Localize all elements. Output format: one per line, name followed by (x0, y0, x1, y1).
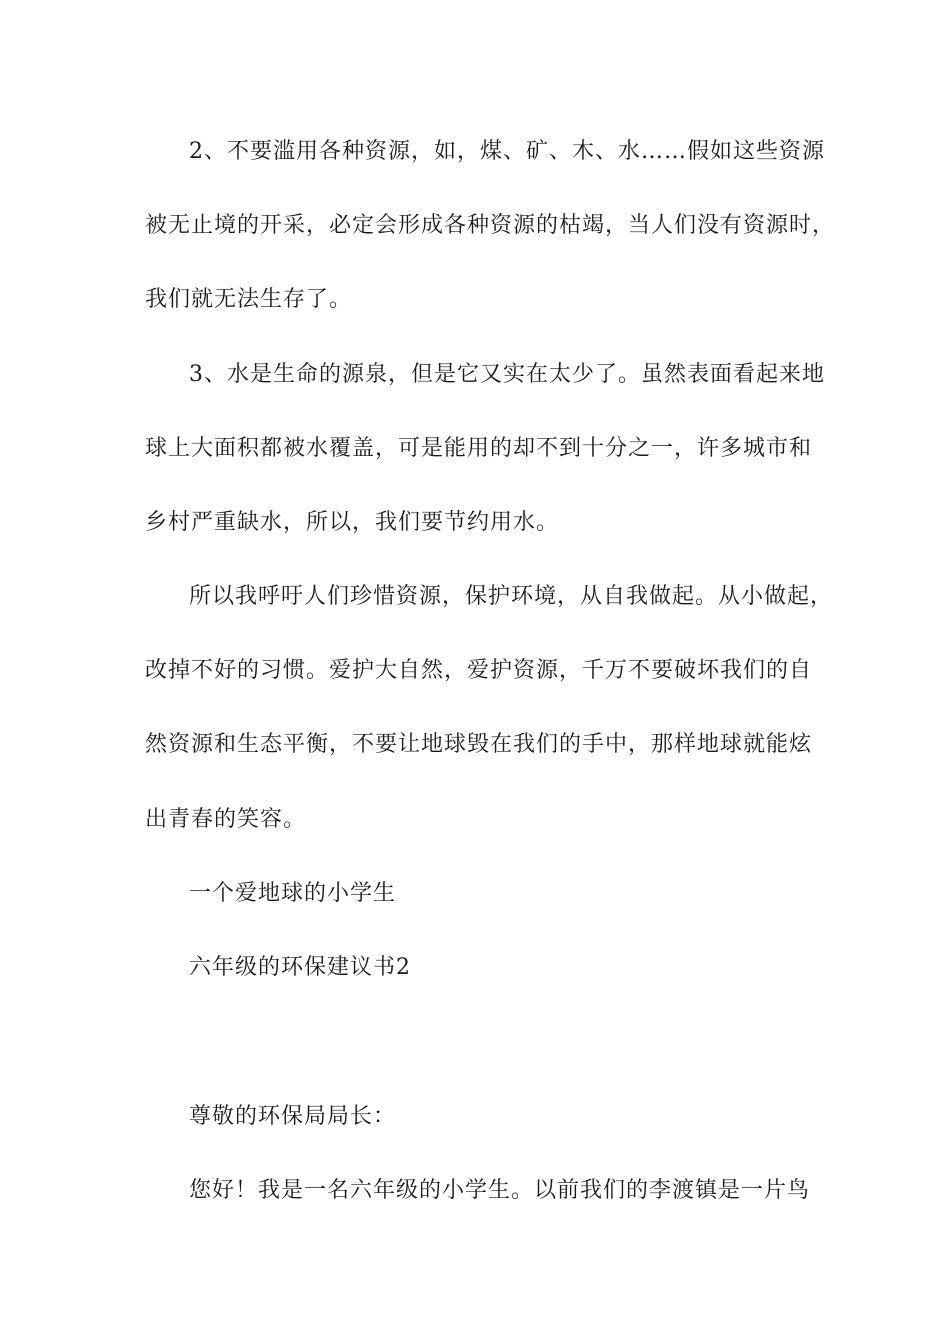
paragraph-appeal-line-3: 然资源和生态平衡，不要让地球毁在我们的手中，那样地球就能炫 (145, 732, 813, 757)
section-title: 六年级的环保建议书2 (189, 955, 411, 980)
paragraph-appeal-line-1: 所以我呼吁人们珍惜资源，保护环境，从自我做起。从小做起， (189, 584, 834, 609)
paragraph-3-line-2: 球上大面积都被水覆盖，可是能用的却不到十分之一，许多城市和 (145, 436, 813, 461)
paragraph-3-line-1: 3、水是生命的源泉，但是它又实在太少了。虽然表面看起来地 (189, 362, 825, 387)
paragraph-2-line-2: 被无止境的开采，必定会形成各种资源的枯竭，当人们没有资源时， (145, 213, 836, 238)
letter-body-line-1: 您好！我是一名六年级的小学生。以前我们的李渡镇是一片鸟 (189, 1178, 811, 1203)
paragraph-appeal-line-2: 改掉不好的习惯。爱护大自然，爱护资源，千万不要破坏我们的自 (145, 658, 813, 683)
signature: 一个爱地球的小学生 (189, 881, 397, 906)
paragraph-appeal-line-4: 出青春的笑容。 (145, 807, 307, 832)
paragraph-3-line-3: 乡村严重缺水，所以，我们要节约用水。 (145, 510, 560, 535)
salutation: 尊敬的环保局局长： (189, 1104, 397, 1129)
paragraph-2-line-1: 2、不要滥用各种资源，如，煤、矿、木、水……假如这些资源 (189, 139, 825, 164)
paragraph-2-line-3: 我们就无法生存了。 (145, 287, 353, 312)
